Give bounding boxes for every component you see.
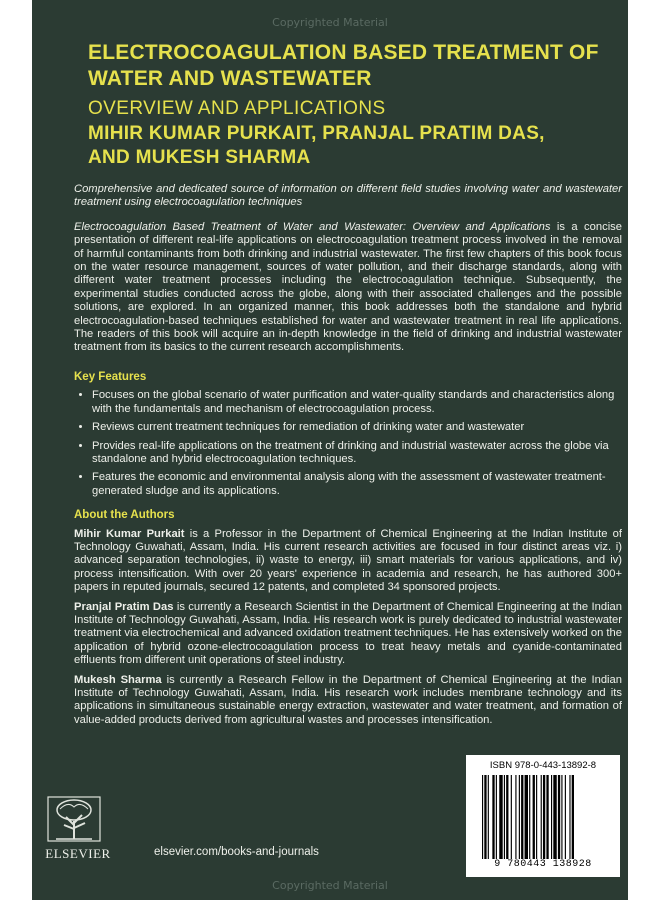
- barcode-bar: [561, 775, 562, 859]
- isbn-barcode-box: [466, 755, 620, 877]
- barcode-bar: [543, 775, 545, 859]
- authors-line-2: AND MUKESH SHARMA: [88, 147, 311, 168]
- barcode-bar: [529, 775, 530, 859]
- barcode-bar: [488, 775, 489, 859]
- barcode-bar: [572, 775, 574, 859]
- barcode-bar: [484, 775, 486, 859]
- feature-item: • Focuses on the global scenario of water purification and water-quality standards and characteristics along with the fundamentals and mechanism of electrocoagulation process.: [92, 389, 622, 416]
- book-title: ELECTROCOAGULATION BASED TREATMENT OF WATER AND WASTEWATER: [88, 41, 599, 90]
- author-bio-text: is a Professor in the Department of Chemical Engineering at the Indian Institute of Technology Guwahati, Assam, India. His current research activities are focused in four distinct areas viz. i) advanced separation technologies, ii) waste to energy, iii) smart materials for various applications, and iv) process intensification. With over 20 years' experience in academia and research, he has authored 300+ papers in reputed journals, secured 12 patents, and completed 34 sponsored projects.: [74, 527, 622, 594]
- intro-paragraph: [74, 221, 622, 355]
- barcode-bar: [499, 775, 502, 859]
- watermark-bottom: Copyrighted Material: [272, 879, 388, 892]
- barcode-bar: [525, 775, 528, 859]
- publisher-url[interactable]: elsevier.com/books-and-journals: [154, 846, 319, 858]
- book-subtitle: OVERVIEW AND APPLICATIONS: [88, 98, 386, 119]
- barcode-bar: [536, 775, 537, 859]
- about-authors-heading: About the Authors: [74, 509, 175, 522]
- intro-book-title: Electrocoagulation Based Treatment of Water and Wastewater: Overview and Applications: [74, 220, 551, 233]
- barcode-bar: [533, 775, 535, 859]
- barcode-bar: [482, 775, 483, 859]
- barcode: [480, 775, 608, 859]
- authors-line-1: MIHIR KUMAR PURKAIT, PRANJAL PRATIM DAS,: [88, 123, 545, 144]
- barcode-bar: [504, 775, 505, 859]
- barcode-bar: [521, 775, 523, 859]
- barcode-bar: [519, 775, 520, 859]
- key-features-list: [74, 389, 622, 498]
- key-features-heading: Key Features: [74, 370, 147, 383]
- lead-text: Comprehensive and dedicated source of information on different field studies involving water and wastewater treatment using electrocoagulation techniques: [74, 183, 622, 209]
- author-bio: [74, 674, 622, 728]
- back-cover: [32, 0, 628, 900]
- barcode-bar: [515, 775, 516, 859]
- feature-item: • Reviews current treatment techniques for remediation of drinking water and wastewater: [92, 421, 622, 434]
- author-bio: [74, 601, 622, 668]
- description-body: [74, 183, 622, 733]
- author-name: Mukesh Sharma: [74, 673, 162, 686]
- author-bio-text: is currently a Research Fellow in the Department of Chemical Engineering at the Indian Institute of Technology Guwahati, Assam, India. His research work includes membrane technology and its applications in simultaneous sustainable energy extraction, wastewater and water treatment, and formation of value-added products derived from agricultural wastes and processes intensification.: [74, 673, 622, 726]
- feature-item: • Features the economic and environmental analysis along with the assessment of wastewater treatment-generated sludge and its applications.: [92, 471, 622, 498]
- feature-item: • Provides real-life applications on the treatment of drinking and industrial wastewater across the globe via standalone and hybrid electrocoagulation techniques.: [92, 440, 622, 467]
- barcode-bar: [546, 775, 548, 859]
- elsevier-tree-logo: [46, 795, 102, 843]
- author-name: Mihir Kumar Purkait: [74, 527, 185, 540]
- author-bio: [74, 528, 622, 595]
- barcode-bar: [553, 775, 556, 859]
- author-bio-text: is currently a Research Scientist in the Department of Chemical Engineering at the Indian Institute of Technology Guwahati, Assam, India. His research work is purely dedicated to industrial wastewater treatment via electrochemical and advanced oxidation treatment techniques. He has extensively worked on the application of hybrid ozone-electrocoagulation process to treat heavy metals and cyanide-contaminated effluents from different unit operations of steel industry.: [74, 600, 622, 667]
- barcode-bar: [565, 775, 566, 859]
- barcode-bar: [511, 775, 512, 859]
- intro-body: is a concise presentation of different real-life applications on electrocoagulation treatment process involved in the removal of harmful contaminants from both drinking and industrial wastewater. The first few chapters of this book focus on the water resource management, sources of water pollution, and their discharge standards, along with different water treatment processes including the electrocoagulation technique. Subsequently, the experimental studies conducted across the globe, along with their associated challenges and the possible solutions, are explored. In an organized manner, this book addresses both the standalone and hybrid electrocoagulation-based techniques established for water and wastewater treatment in real life applications. The readers of this book will acquire an in-depth knowledge in the field of drinking and industrial wastewater treatment from its basics to the current research accomplishments.: [74, 220, 622, 354]
- barcode-bar: [492, 775, 494, 859]
- author-name: Pranjal Pratim Das: [74, 600, 174, 613]
- barcode-bar: [569, 775, 570, 859]
- barcode-bar: [558, 775, 560, 859]
- barcode-bar: [496, 775, 497, 859]
- isbn-label: ISBN 978-0-443-13892-8: [489, 760, 597, 771]
- barcode-bar: [551, 775, 552, 859]
- barcode-digits: 9 780443 138928: [494, 859, 592, 870]
- publisher-name: ELSEVIER: [45, 846, 111, 861]
- barcode-bar: [506, 775, 508, 859]
- book-authors: [88, 122, 628, 170]
- barcode-bar: [541, 775, 542, 859]
- watermark-top: Copyrighted Material: [272, 16, 388, 29]
